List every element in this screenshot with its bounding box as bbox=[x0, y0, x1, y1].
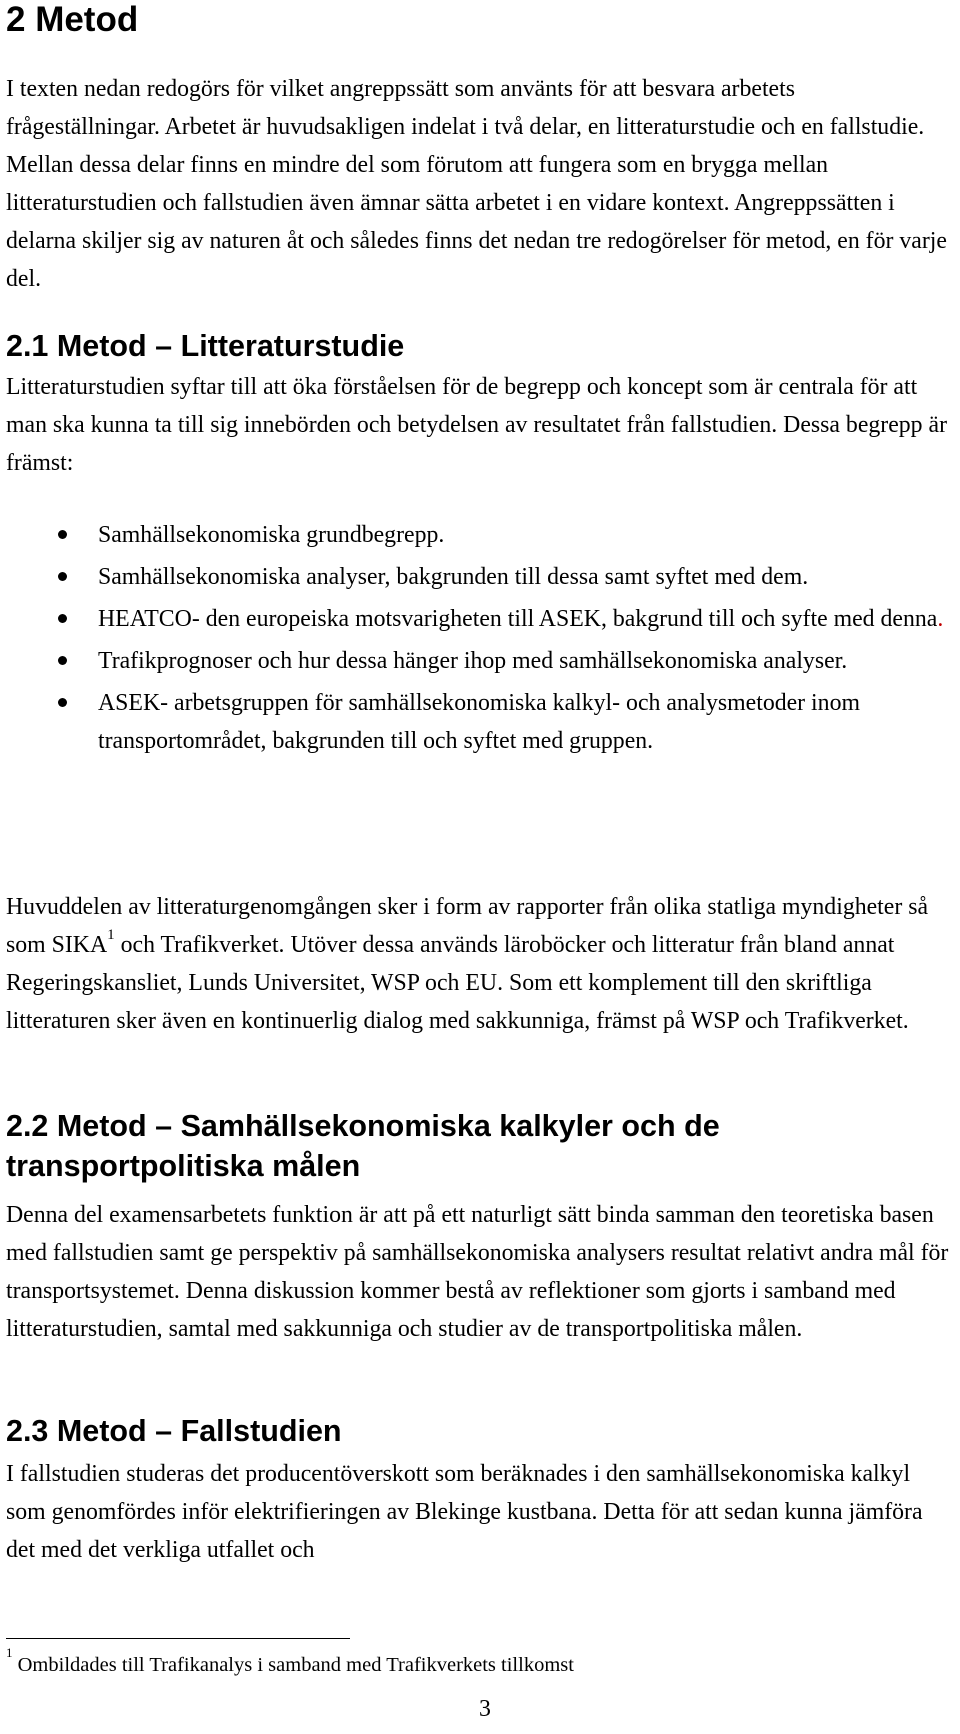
list-item bbox=[6, 642, 954, 680]
footnote-text: Ombildades till Trafikanalys i samband med Trafikverkets tillkomst bbox=[12, 1654, 574, 1676]
footnote-reference[interactable]: 1 bbox=[107, 927, 115, 944]
literature-text-start: Huvuddelen av litteraturgenomgången sker i form av rapporter från olika statliga myndigheter så som SIKA bbox=[6, 894, 929, 958]
list-item-text: Samhällsekonomiska grundbegrepp. bbox=[98, 522, 445, 548]
literature-text-end: och Trafikverket. Utöver dessa används läroböcker och litteratur från bland annat Regeringskansliet, Lunds Universitet, WSP och EU. Som ett komplement till den skriftliga litteraturen sker även en kontinuerlig dialog med sakkunniga, främst på WSP och Trafikverket. bbox=[6, 932, 909, 1034]
section-2-3-paragraph: I fallstudien studeras det producentöverskott som beräknades i den samhällsekonomiska kalkyl som genomfördes inför elektrifieringen av Blekinge kustbana. Detta för att sedan kunna jämföra det med det verkliga utfallet och bbox=[6, 1461, 923, 1563]
list-item-trailing-period: . bbox=[937, 606, 944, 632]
bullet-icon bbox=[58, 656, 67, 665]
footnote-divider bbox=[6, 1638, 350, 1639]
bullet-icon bbox=[58, 698, 67, 707]
bullet-icon bbox=[58, 572, 67, 581]
section-2-3-heading: 2.3 Metod – Fallstudien bbox=[6, 1414, 342, 1448]
concept-bullet-list bbox=[6, 516, 954, 764]
section-2-heading: 2 Metod bbox=[6, 0, 139, 39]
list-item bbox=[6, 558, 954, 596]
literature-paragraph bbox=[6, 888, 954, 1040]
section-2-1-intro-paragraph: Litteraturstudien syftar till att öka förståelsen för de begrepp och koncept som är centrala för att man ska kunna ta till sig innebörden och betydelsen av resultatet från fallstudien. Dessa begrepp är främst: bbox=[6, 374, 947, 476]
bullet-icon bbox=[58, 614, 67, 623]
footnote bbox=[6, 1645, 574, 1679]
section-2-2-paragraph: Denna del examensarbetets funktion är att på ett naturligt sätt binda samman den teoretiska basen med fallstudien samt ge perspektiv på samhällsekonomiska analysers resultat relativt andra mål för transportsystemet. Denna diskussion kommer bestå av reflektioner som gjorts i samband med litteraturstudien, samtal med sakkunniga och studier av de transportpolitiska målen. bbox=[6, 1202, 949, 1342]
list-item-text: ASEK- arbetsgruppen för samhällsekonomiska kalkyl- och analysmetoder inom transportområdet, bakgrunden till och syftet med gruppen. bbox=[98, 690, 860, 754]
section-2-intro-paragraph: I texten nedan redogörs för vilket angreppssätt som använts för att besvara arbetets frågeställningar. Arbetet är huvudsakligen indelat i två delar, en litteraturstudie och en fallstudie. Mellan dessa delar finns en mindre del som förutom att fungera som en brygga mellan litteraturstudien och fallstudien även ämnar sätta arbetet i en vidare kontext. Angreppssätten i delarna skiljer sig av naturen åt och således finns det nedan tre redogörelser för metod, en för varje del. bbox=[6, 76, 947, 292]
page-number: 3 bbox=[479, 1696, 491, 1722]
list-item-text: Samhällsekonomiska analyser, bakgrunden till dessa samt syftet med dem. bbox=[98, 564, 809, 590]
section-2-1-heading: 2.1 Metod – Litteraturstudie bbox=[6, 329, 405, 363]
list-item bbox=[6, 684, 954, 760]
bullet-icon bbox=[58, 530, 67, 539]
section-2-2-heading: 2.2 Metod – Samhällsekonomiska kalkyler och de transportpolitiska målen bbox=[6, 1109, 720, 1183]
footnote-marker: 1 bbox=[6, 1645, 13, 1661]
list-item bbox=[6, 516, 954, 554]
list-item-text: HEATCO- den europeiska motsvarigheten till ASEK, bakgrund till och syfte med denna bbox=[98, 606, 938, 632]
list-item bbox=[6, 600, 954, 638]
list-item-text: Trafikprognoser och hur dessa hänger ihop med samhällsekonomiska analyser. bbox=[98, 648, 848, 674]
